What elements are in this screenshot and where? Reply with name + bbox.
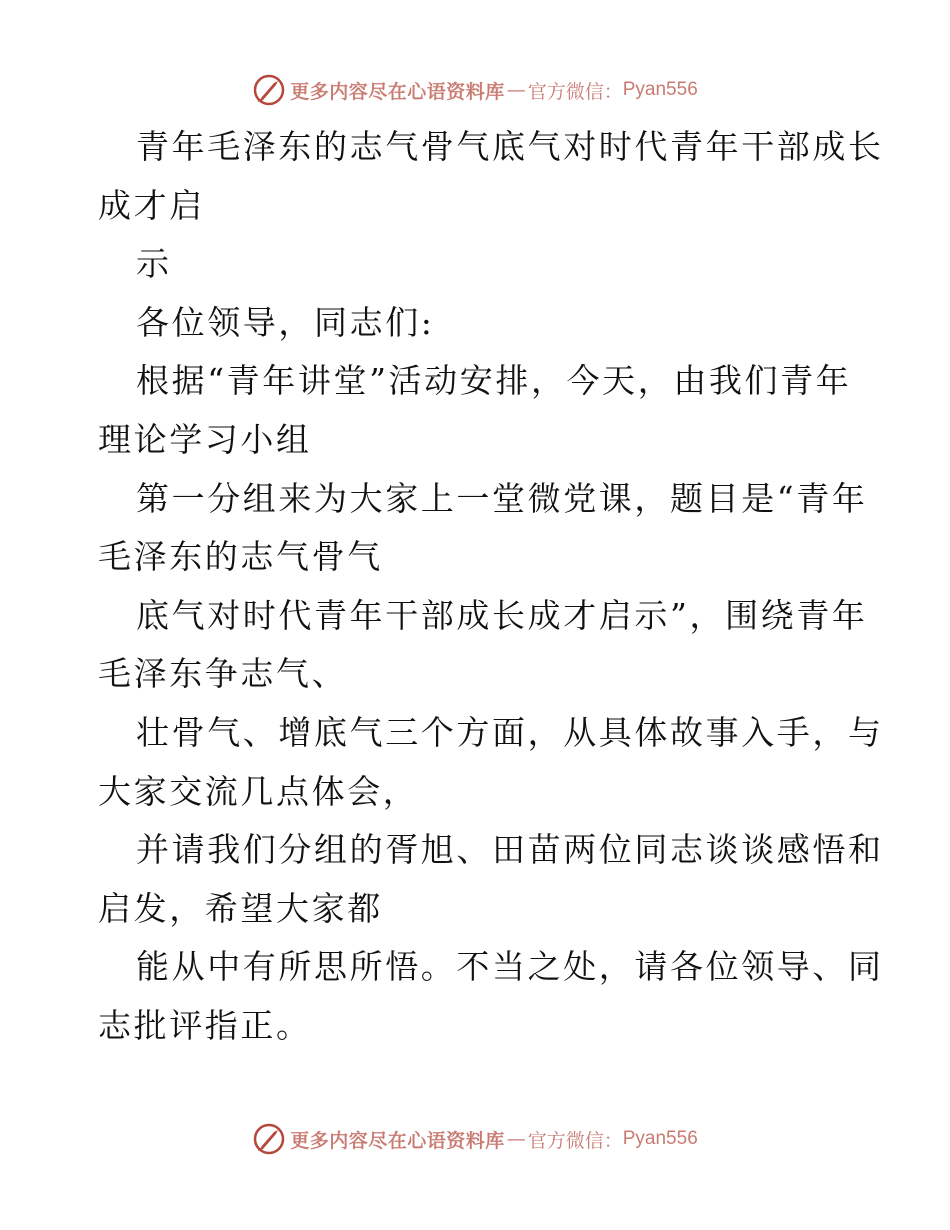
banner-wechat-id: Pyan556 xyxy=(622,1128,698,1149)
paragraph-line: 志批评指正。 xyxy=(98,1005,312,1045)
paragraph-line: 壮骨气、增底气三个方面，从具体故事入手，与 xyxy=(136,712,884,752)
header-watermark-banner xyxy=(0,70,950,110)
paragraph-line: 青年毛泽东的志气骨气底气对时代青年干部成长 xyxy=(136,127,884,166)
banner-dash: — xyxy=(506,1128,526,1150)
paragraph-line: 毛泽东的志气骨气 xyxy=(98,537,383,577)
paragraph-line: 根据“青年讲堂”活动安排，今天，由我们青年 xyxy=(136,361,852,401)
paragraph-line: 第一分组来为大家上一堂微党课，题目是“青年 xyxy=(136,478,868,518)
banner-wechat-id: Pyan556 xyxy=(622,79,698,100)
paragraph-body xyxy=(98,470,868,587)
quill-pen-seal-icon xyxy=(252,1122,286,1156)
paragraph-body xyxy=(98,821,884,938)
banner-dash: — xyxy=(506,79,526,101)
paragraph-line: 启发，希望大家都 xyxy=(98,888,383,928)
paragraph-line: 理论学习小组 xyxy=(98,419,312,459)
paragraph-line: 能从中有所思所悟。不当之处，请各位领导、同 xyxy=(136,947,884,987)
paragraph-line: 大家交流几点体会， xyxy=(98,771,419,811)
document-body xyxy=(98,118,884,1056)
paragraph-title xyxy=(98,118,884,235)
paragraph-title-cont xyxy=(98,235,858,294)
paragraph-body xyxy=(98,938,884,1055)
paragraph-line: 底气对时代青年干部成长成才启示”，围绕青年 xyxy=(136,595,868,635)
banner-wechat-label: 官方微信： xyxy=(527,80,623,103)
paragraph-body xyxy=(98,704,884,821)
paragraph-line: 各位领导，同志们: xyxy=(136,302,435,342)
paragraph-line: 成才启 xyxy=(98,185,205,225)
banner-main-text: 更多内容尽在心语资料库 xyxy=(290,80,505,103)
paragraph-line: 毛泽东争志气、 xyxy=(98,654,348,694)
paragraph-salutation xyxy=(98,294,858,353)
banner-wechat-label: 官方微信： xyxy=(527,1129,623,1152)
footer-watermark-banner xyxy=(0,1119,950,1159)
paragraph-line: 示 xyxy=(136,244,172,284)
paragraph-line: 并请我们分组的胥旭、田苗两位同志谈谈感悟和 xyxy=(136,830,884,870)
paragraph-body xyxy=(98,587,868,704)
quill-pen-seal-icon xyxy=(252,73,286,107)
banner-main-text: 更多内容尽在心语资料库 xyxy=(290,1129,505,1152)
paragraph-body xyxy=(98,352,858,469)
